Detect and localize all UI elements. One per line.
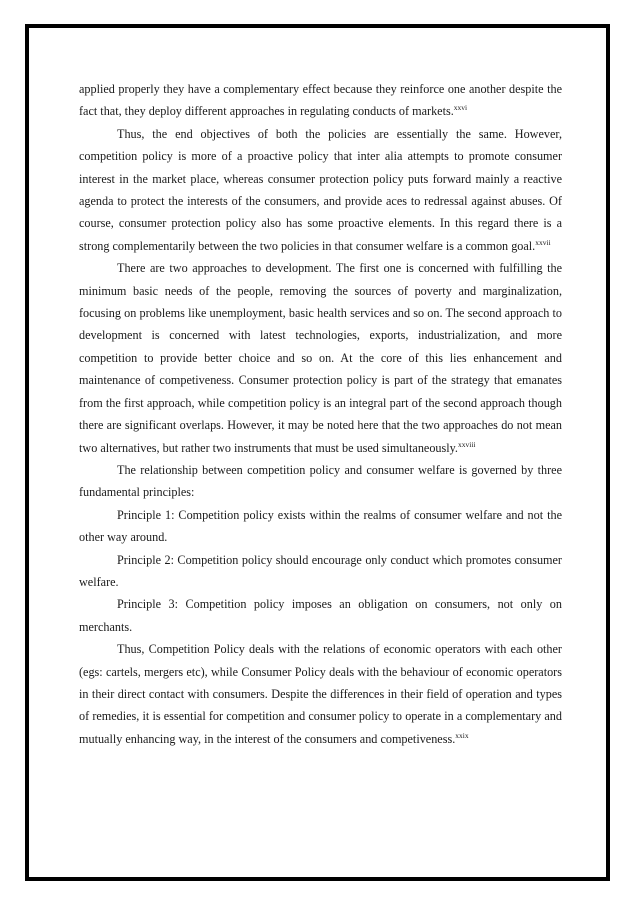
principle-1 bbox=[79, 504, 562, 549]
paragraph-text: Thus, the end objectives of both the policies are essentially the same. However, competition policy is more of a proactive policy that inter alia attempts to promote consumer interest in the market place, whereas consumer protection policy puts forward mainly a reactive agenda to protect the interests of the consumers, and provide aces to redressal against abuses. Of course, consumer protection policy also has some proactive elements. In this regard there is a strong complementarily between the two policies in that consumer welfare is a common goal. bbox=[79, 126, 562, 253]
paragraph-text: Principle 1: Competition policy exists within the realms of consumer welfare and not the other way around. bbox=[79, 507, 562, 545]
footnote-marker: xxix bbox=[455, 730, 469, 740]
paragraph-text: Principle 2: Competition policy should encourage only conduct which promotes consumer welfare. bbox=[79, 552, 562, 589]
paragraph-text: Thus, Competition Policy deals with the relations of economic operators with each other (egs: cartels, mergers etc), while Consumer Policy deals with the behaviour of economic operators in their direct contact with consumers. Despite the differences in their field of operation and types of remedies, it is essential for competition and consumer policy to operate in a complementary and mutually enhancing way, in the interest of the consumers and competiveness. bbox=[79, 642, 562, 746]
paragraph-4 bbox=[79, 459, 562, 504]
paragraph-text: Principle 3: Competition policy imposes an obligation on consumers, not only on merchants. bbox=[79, 597, 562, 634]
footnote-marker: xxviii bbox=[457, 439, 476, 449]
paragraph-text: There are two approaches to development. The first one is concerned with fulfilling the minimum basic needs of the people, removing the sources of poverty and marginalization, focusing on problems like unemployment, basic health services and so on. The second approach to development is concerned with latest technologies, exports, industrialization, and more competition to provide better choice and so on. At the core of this lies enhancement and maintenance of competiveness. Consumer protection policy is part of the strategy that emanates from the first approach, while competition policy is an integral part of the second approach though there are significant overlaps. However, it may be noted here that the two approaches do not mean two alternatives, but rather two instruments that must be used simultaneously. bbox=[79, 261, 562, 455]
paragraph-2 bbox=[79, 123, 562, 257]
paragraph-3 bbox=[79, 257, 562, 459]
paragraph-1 bbox=[79, 78, 562, 123]
footnote-marker: xxvii bbox=[535, 237, 551, 247]
footnote-marker: xxvi bbox=[453, 103, 468, 113]
document-body bbox=[79, 78, 562, 750]
paragraph-text: applied properly they have a complementary effect because they reinforce one another despite the fact that, they deploy different approaches in regulating conducts of markets. bbox=[79, 82, 562, 119]
principle-3 bbox=[79, 593, 562, 638]
paragraph-text: The relationship between competition policy and consumer welfare is governed by three fundamental principles: bbox=[79, 462, 562, 500]
principle-2 bbox=[79, 549, 562, 594]
paragraph-final bbox=[79, 638, 562, 750]
